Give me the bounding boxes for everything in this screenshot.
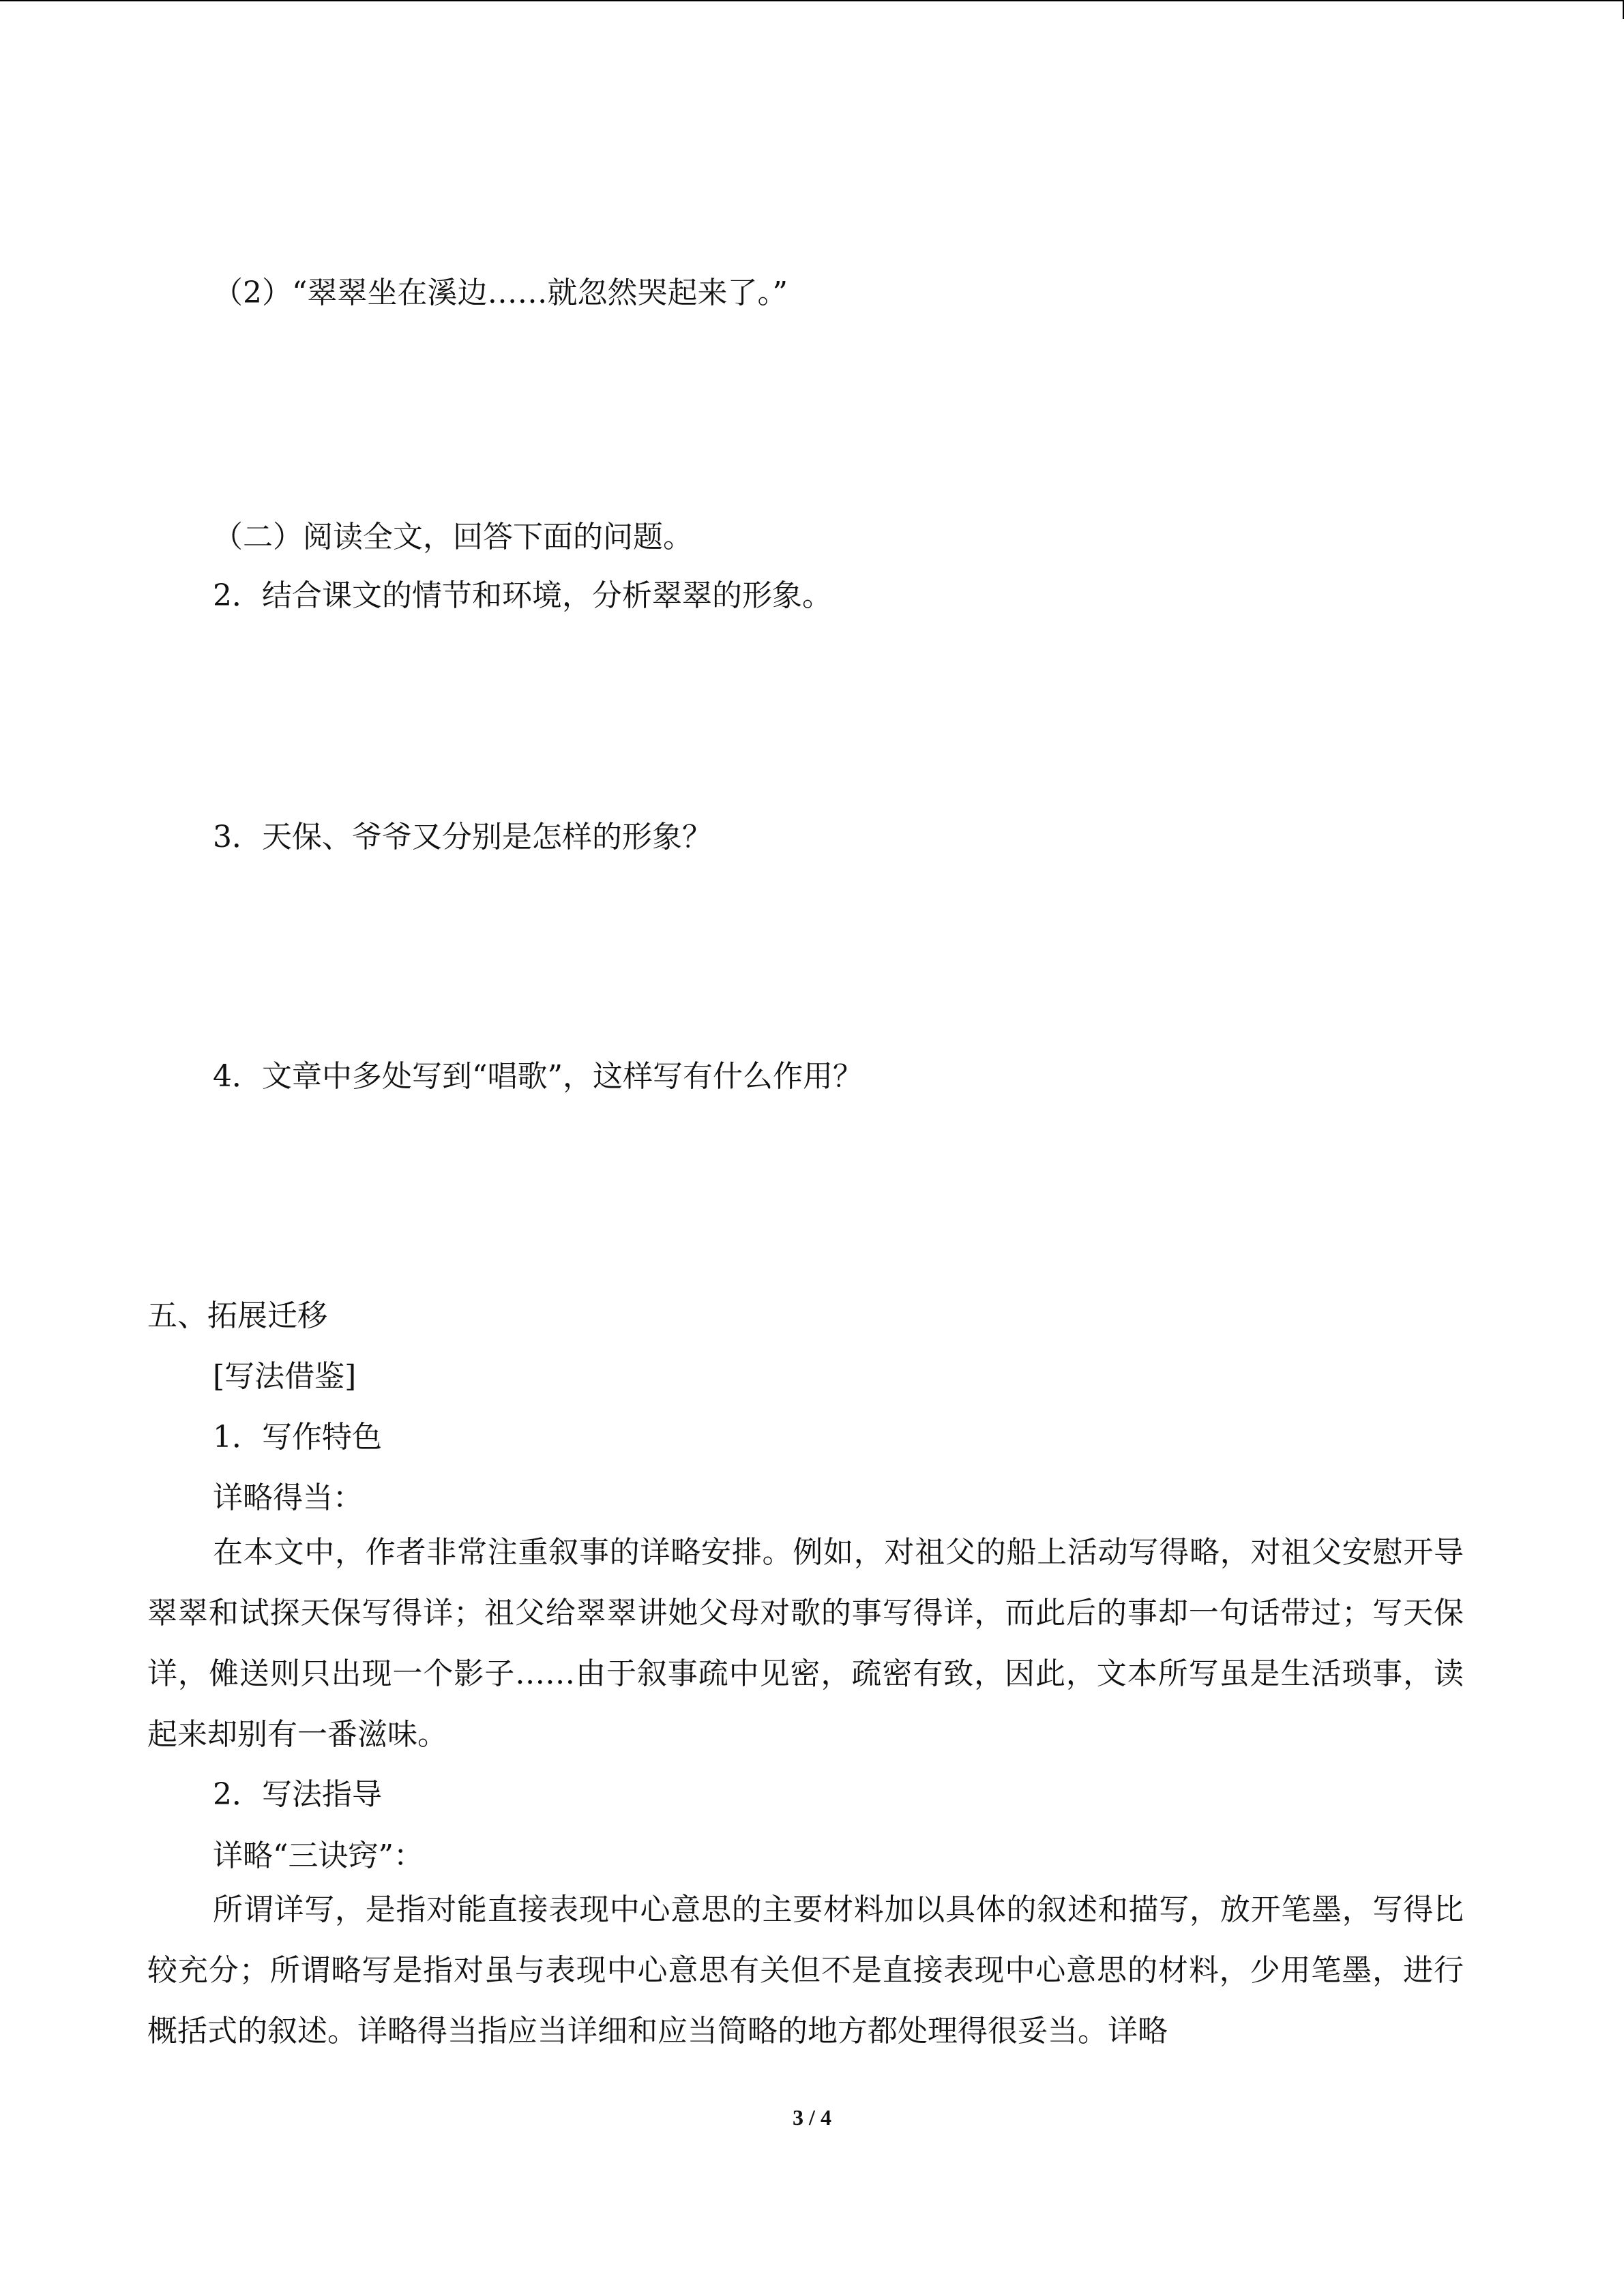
detail-label: 详略得当：: [213, 1480, 363, 1515]
question-4: 4．文章中多处写到“唱歌”，这样写有什么作用？: [213, 1059, 863, 1094]
question-2-subpart: （2）“翠翠坐在溪边……就忽然哭起来了。”: [213, 275, 788, 310]
item-1-heading: 1．写作特色: [213, 1420, 382, 1455]
page-number: 3 / 4: [793, 2105, 831, 2130]
paragraph-writing-feature: 在本文中，作者非常注重叙事的详略安排。例如，对祖父的船上活动写得略，对祖父安慰开导翠翠和试探天保写得详；祖父给翠翠讲她父母对歌的事写得详，而此后的事却一句话带过；写天保详，傩送则只出现一个影子……由于叙事疏中见密，疏密有致，因此，文本所写虽是生活琐事，读起来却别有一番滋味。: [147, 1535, 1464, 1752]
section-heading: 五、拓展迁移: [147, 1298, 327, 1333]
subsection-label: [写法借鉴]: [213, 1359, 357, 1394]
page-border-top: [0, 0, 1624, 1]
tips-label: 详略“三诀窍”：: [213, 1838, 424, 1873]
reading-instruction: （二）阅读全文，回答下面的问题。: [213, 520, 693, 554]
item-2-heading: 2．写法指导: [213, 1777, 382, 1812]
question-3: 3．天保、爷爷又分别是怎样的形象？: [213, 820, 712, 854]
paragraph-writing-guide: 所谓详写，是指对能直接表现中心意思的主要材料加以具体的叙述和描写，放开笔墨，写得比较充分；所谓略写是指对虽与表现中心意思有关但不是直接表现中心意思的材料，少用笔墨，进行概括式的叙述。详略得当指应当详细和应当简略的地方都处理得很妥当。详略: [147, 1892, 1464, 2048]
question-2: 2．结合课文的情节和环境，分析翠翠的形象。: [213, 578, 832, 613]
